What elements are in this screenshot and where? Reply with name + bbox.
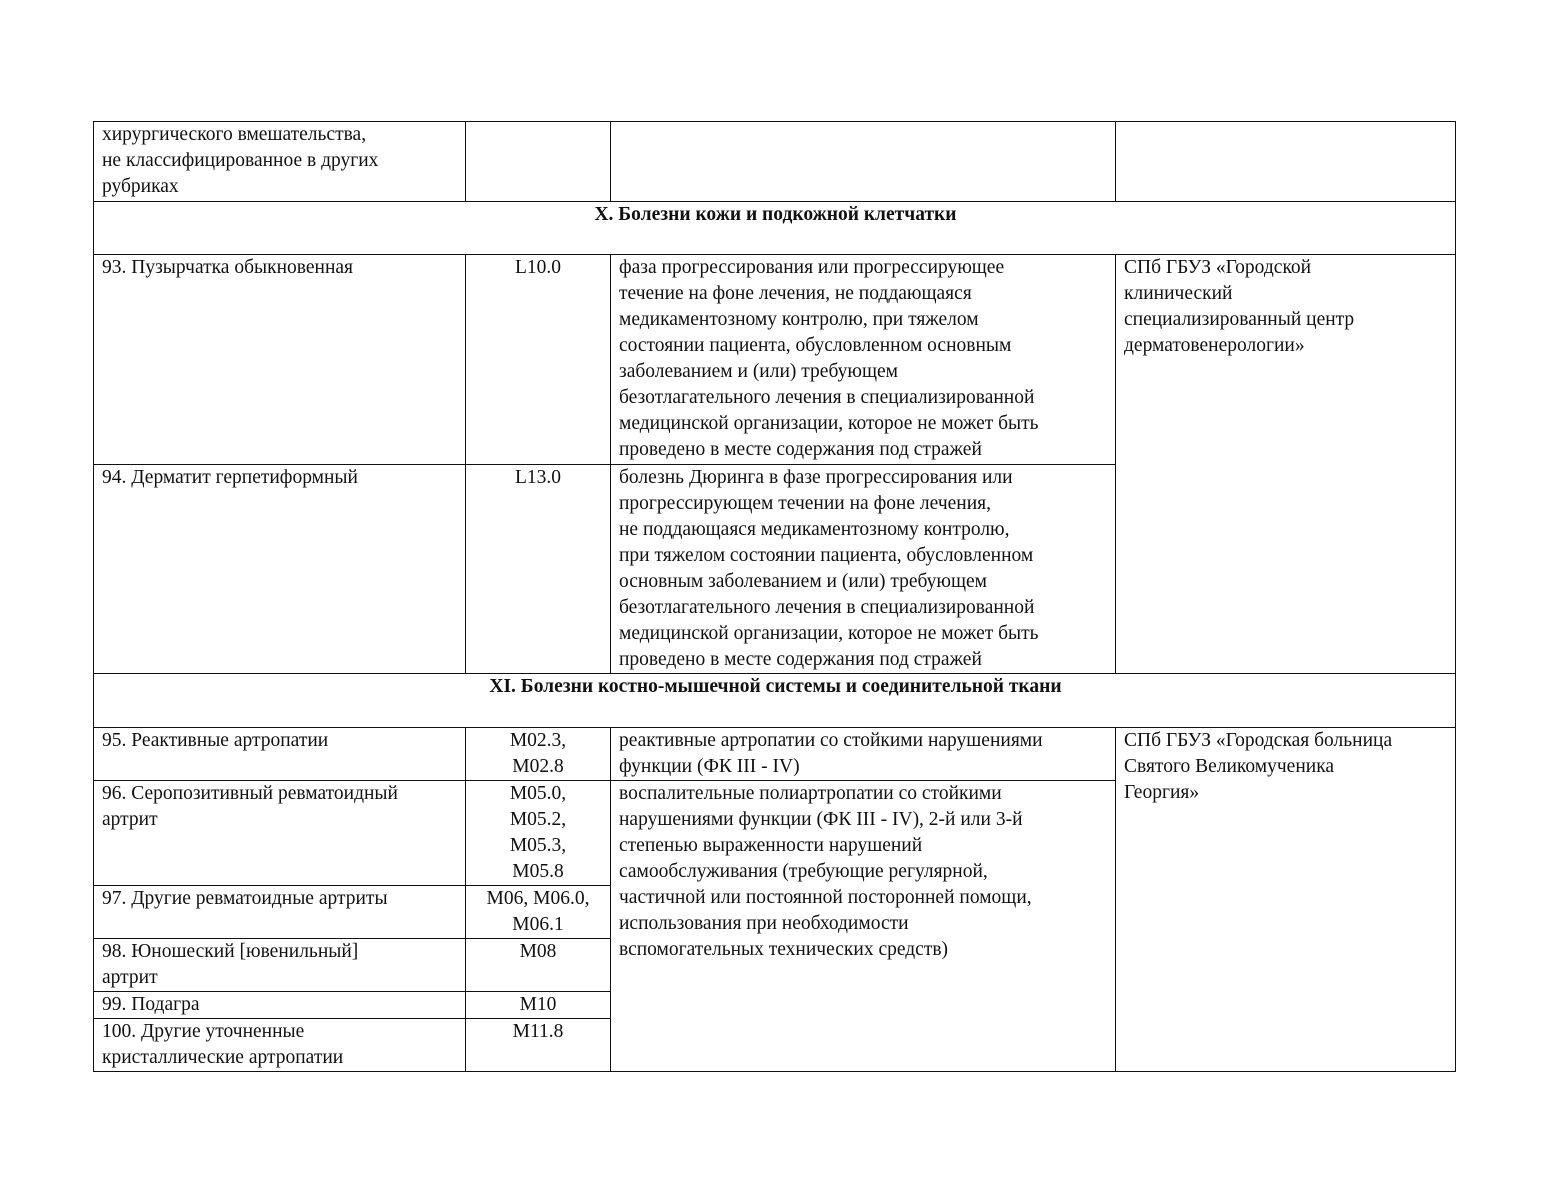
conditions-cell: фаза прогрессирования или прогрессирующее течение на фоне лечения, не поддающаяся медикаментозному контролю, при тяжелом состоянии пациента, обусловленном основным заболеванием и (или) требующем безотлагательного лечения в специализированной медицинской организации, которое не может быть проведено в месте содержания под стражей: [611, 255, 1116, 465]
conditions-cell: реактивные артропатии со стойкими нарушениями функции (ФК III - IV): [611, 728, 1116, 781]
disease-name-cell: хирургического вмешательства, не классифицированное в других рубриках: [94, 122, 466, 202]
section-title: X. Болезни кожи и подкожной клетчатки: [94, 202, 1456, 255]
icd-code-cell: M05.0, M05.2, M05.3, M05.8: [466, 781, 611, 886]
conditions-cell: болезнь Дюринга в фазе прогрессирования или прогрессирующем течении на фоне лечения, не поддающаяся медикаментозному контролю, при тяжелом состоянии пациента, обусловленном основным заболеванием и (или) требующем безотлагательного лечения в специализированной медицинской организации, которое не может быть проведено в месте содержания под стражей: [611, 465, 1116, 674]
icd-code-cell: M10: [466, 992, 611, 1019]
institution-cell: СПб ГБУЗ «Городской клинический специализированный центр дерматовенерологии»: [1116, 255, 1456, 674]
disease-name-cell: 100. Другие уточненные кристаллические артропатии: [94, 1019, 466, 1072]
icd-code-cell: L13.0: [466, 465, 611, 674]
disease-name-cell: 93. Пузырчатка обыкновенная: [94, 255, 466, 465]
icd-code-cell: L10.0: [466, 255, 611, 465]
section-header-row: [94, 674, 1456, 728]
table-row: [94, 255, 1456, 465]
disease-name-cell: 96. Серопозитивный ревматоидный артрит: [94, 781, 466, 886]
disease-name-cell: 98. Юношеский [ювенильный] артрит: [94, 939, 466, 992]
table-row: [94, 728, 1456, 781]
table-row: [94, 122, 1456, 202]
icd-code-cell: M02.3, M02.8: [466, 728, 611, 781]
conditions-cell: [611, 122, 1116, 202]
section-header-row: [94, 202, 1456, 255]
disease-name-cell: 97. Другие ревматоидные артриты: [94, 886, 466, 939]
icd-code-cell: M06, M06.0, M06.1: [466, 886, 611, 939]
icd-code-cell: M08: [466, 939, 611, 992]
disease-name-cell: 99. Подагра: [94, 992, 466, 1019]
disease-name-cell: 95. Реактивные артропатии: [94, 728, 466, 781]
institution-cell: СПб ГБУЗ «Городская больница Святого Великомученика Георгия»: [1116, 728, 1456, 1072]
conditions-cell: воспалительные полиартропатии со стойкими нарушениями функции (ФК III - IV), 2-й или 3-й степенью выраженности нарушений самообслуживания (требующие регулярной, частичной или постоянной посторонней помощи, использования при необходимости вспомогательных технических средств): [611, 781, 1116, 1072]
icd-code-cell: [466, 122, 611, 202]
section-title: XI. Болезни костно-мышечной системы и соединительной ткани: [94, 674, 1456, 728]
icd-code-cell: M11.8: [466, 1019, 611, 1072]
institution-cell: [1116, 122, 1456, 202]
medical-list-table: [93, 121, 1456, 1072]
disease-name-cell: 94. Дерматит герпетиформный: [94, 465, 466, 674]
